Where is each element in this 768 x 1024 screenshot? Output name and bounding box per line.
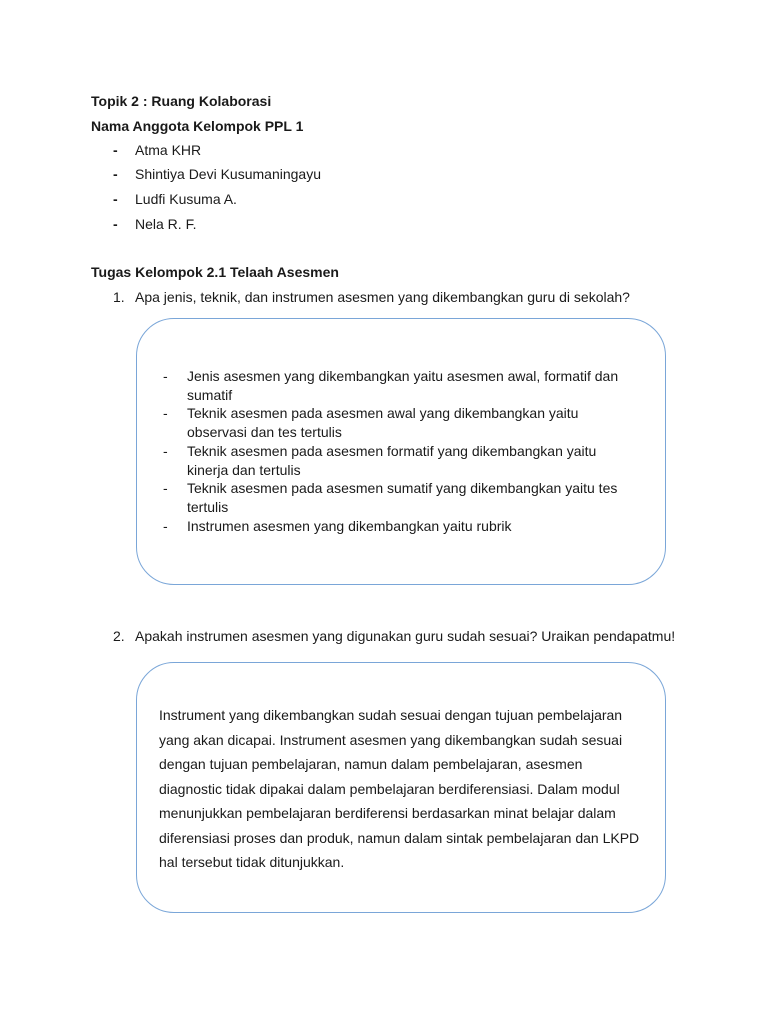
- answer-1-item: [163, 442, 633, 479]
- list-bullet: -: [113, 191, 118, 207]
- list-dash: -: [163, 480, 168, 497]
- list-dash: -: [163, 442, 168, 459]
- question-number: 1.: [113, 289, 125, 305]
- answer-1-item-text: Jenis asesmen yang dikembangkan yaitu asesmen awal, formatif dan sumatif: [187, 368, 619, 403]
- question-2-text: Apakah instrumen asesmen yang digunakan guru sudah sesuai? Uraikan pendapatmu!: [135, 628, 676, 644]
- topic-title: Topik 2 : Ruang Kolaborasi: [91, 93, 272, 109]
- list-bullet: -: [113, 166, 118, 182]
- answer-1-item-text: Teknik asesmen pada asesmen awal yang dikembangkan yaitu observasi dan tes tertulis: [187, 405, 579, 441]
- answer-box-2: [136, 662, 666, 913]
- list-bullet: -: [113, 142, 118, 158]
- group-title: Nama Anggota Kelompok PPL 1: [91, 118, 304, 134]
- answer-box-1: [136, 318, 666, 585]
- question-number: 2.: [113, 628, 125, 644]
- list-dash: -: [163, 517, 168, 534]
- answer-1-item-text: Teknik asesmen pada asesmen formatif yang dikembangkan yaitu kinerja dan tertulis: [187, 442, 597, 478]
- answer-1-list: [163, 367, 633, 535]
- answer-1-item: [163, 517, 633, 536]
- question-1-text: Apa jenis, teknik, dan instrumen asesmen yang dikembangkan guru di sekolah?: [135, 289, 630, 305]
- list-dash: -: [163, 405, 168, 422]
- task-title: Tugas Kelompok 2.1 Telaah Asesmen: [91, 264, 339, 280]
- list-bullet: -: [113, 216, 118, 232]
- answer-1-item: [163, 367, 633, 404]
- answer-1-item: [163, 404, 633, 441]
- list-dash: -: [163, 368, 168, 384]
- member-item: Nela R. F.: [135, 216, 197, 232]
- answer-1-item-text: Teknik asesmen pada asesmen sumatif yang dikembangkan yaitu tes tertulis: [187, 480, 618, 515]
- answer-2-paragraph: Instrument yang dikembangkan sudah sesuai dengan tujuan pembelajaran yang akan dicapai. Instrument asesmen yang dikembangkan sudah sesuai dengan tujuan pembelajaran, namun dalam pembelajaran, asesmen diagnostic tidak dipakai dalam pembelajaran berdiferensiasi. Dalam modul menunjukkan pembelajaran berdiferensi berdasarkan minat belajar dalam diferensiasi proses dan produk, namun dalam sintak pembelajaran dan LKPD hal tersebut tidak ditunjukkan.: [159, 707, 640, 870]
- member-item: Atma KHR: [135, 142, 202, 158]
- member-item: Shintiya Devi Kusumaningayu: [135, 166, 321, 182]
- answer-1-item-text: Instrumen asesmen yang dikembangkan yaitu rubrik: [187, 517, 512, 534]
- member-item: Ludfi Kusuma A.: [135, 191, 237, 207]
- answer-1-item: [163, 479, 633, 516]
